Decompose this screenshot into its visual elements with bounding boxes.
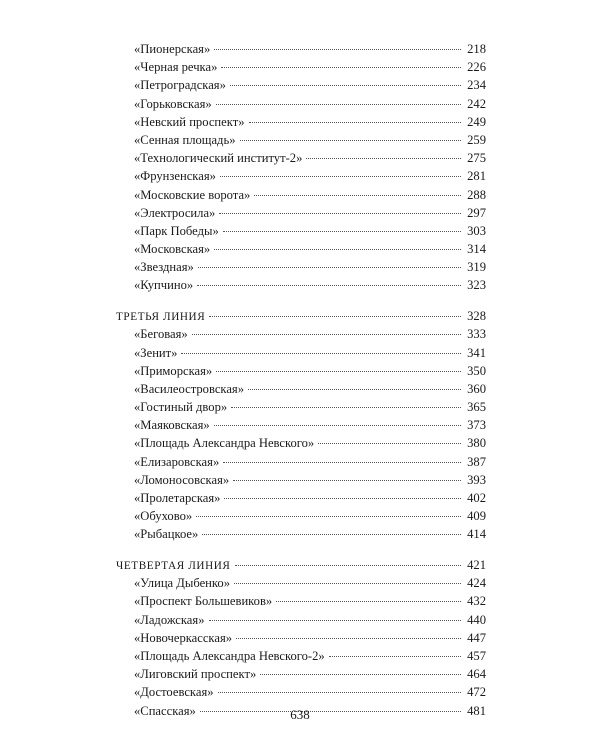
station-name: «Проспект Большевиков» [134,594,273,609]
page-ref: 328 [467,309,486,324]
page-ref: 288 [467,187,486,202]
toc-entry [116,647,486,665]
toc-entry [116,665,486,683]
station-name: «Площадь Александра Невского» [134,436,315,451]
toc-entry [116,592,486,610]
dot-leader [198,267,461,268]
station-name: «Черная речка» [134,60,218,75]
station-name: «Фрунзенская» [134,169,216,184]
dot-leader [221,67,461,68]
station-name: «Пролетарская» [134,491,221,505]
toc-entry [116,240,486,258]
dot-leader [192,334,461,335]
section-title: ТРЕТЬЯ ЛИНИЯ [116,311,206,324]
station-name: «Парк Победы» [134,223,219,238]
page-ref: 432 [467,594,486,609]
page-ref: 387 [467,454,486,469]
page-ref: 249 [467,114,486,129]
toc-entry [116,380,486,398]
page-ref: 393 [467,472,486,487]
page-ref: 350 [467,363,486,378]
toc-entry [116,611,486,629]
toc-entry [116,149,486,167]
toc-section-heading [116,307,486,325]
toc-entry [116,507,486,525]
page-ref: 297 [467,205,486,220]
page-ref: 447 [467,630,486,645]
page-ref: 360 [467,381,486,396]
dot-leader [214,49,461,50]
dot-leader [214,249,461,250]
dot-leader [240,140,461,141]
station-name: «Рыбацкое» [134,527,199,542]
dot-leader [202,534,461,535]
page-ref: 333 [467,327,486,342]
dot-leader [218,692,461,693]
toc-entry [116,453,486,471]
page-ref: 464 [467,667,486,682]
station-name: «Приморская» [134,363,213,378]
dot-leader [306,158,461,159]
station-name: «Пионерская» [134,42,211,56]
page-ref: 323 [467,278,486,293]
page-ref: 380 [467,436,486,451]
station-name: «Достоевская» [134,685,214,700]
station-name: «Лиговский проспект» [134,667,257,682]
section-spacer [116,544,486,557]
toc-entry [116,95,486,113]
dot-leader [220,176,461,177]
page-ref: 414 [467,527,486,542]
toc-entry [116,113,486,131]
dot-leader [223,231,461,232]
dot-leader [236,638,461,639]
dot-leader [224,498,461,499]
station-name: «Московская» [134,242,211,257]
station-name: «Невский проспект» [134,114,245,129]
page-ref: 365 [467,400,486,415]
toc-entry [116,222,486,240]
toc-entry [116,416,486,434]
dot-leader [249,122,461,123]
page-ref: 281 [467,169,486,184]
page-ref: 341 [467,345,486,360]
page-ref: 303 [467,223,486,238]
station-name: «Горьковская» [134,96,212,111]
station-name: «Гостиный двор» [134,400,228,415]
page-ref: 440 [467,612,486,627]
page-ref: 424 [467,576,486,591]
toc-entry [116,40,486,58]
dot-leader [209,316,461,317]
toc-entry [116,76,486,94]
dot-leader [209,620,462,621]
page-ref: 234 [467,78,486,93]
station-name: «Обухово» [134,509,193,524]
station-name: «Площадь Александра Невского-2» [134,649,325,663]
station-name: «Сенная площадь» [134,132,236,147]
station-name: «Ломоносовская» [134,472,230,487]
dot-leader [254,195,461,196]
dot-leader [181,353,461,354]
page-ref: 409 [467,509,486,524]
page-ref: 314 [467,242,486,257]
toc-entry [116,167,486,185]
station-name: «Электросила» [134,205,216,220]
station-name: «Улица Дыбенко» [134,576,230,591]
toc-section-heading [116,556,486,574]
dot-leader [233,480,461,481]
station-name: «Петроградская» [134,78,226,93]
station-name: «Василеостровская» [134,381,245,396]
toc-entry [116,489,486,507]
page-ref: 319 [467,260,486,275]
page-ref: 218 [467,42,486,56]
station-name: «Зенит» [134,345,178,360]
toc-entry [116,131,486,149]
toc-entry [116,683,486,701]
toc-entry [116,258,486,276]
dot-leader [219,213,461,214]
page-ref: 402 [467,491,486,505]
station-name: «Спасская» [134,703,196,718]
station-name: «Ладожская» [134,612,205,627]
dot-leader [230,85,461,86]
toc-entry [116,58,486,76]
dot-leader [196,516,461,517]
toc-entry [116,574,486,592]
toc-entry [116,398,486,416]
dot-leader [216,371,461,372]
dot-leader [276,601,461,602]
dot-leader [318,443,461,444]
section-title: ЧЕТВЕРТАЯ ЛИНИЯ [116,560,231,573]
dot-leader [235,565,462,566]
page-number: 638 [290,707,310,722]
page-ref: 472 [467,685,486,700]
station-name: «Звездная» [134,260,194,275]
dot-leader [231,407,461,408]
dot-leader [248,389,461,390]
page-ref: 242 [467,96,486,111]
dot-leader [329,656,461,657]
station-name: «Новочеркасская» [134,630,233,645]
page-ref: 457 [467,649,486,663]
dot-leader [214,425,461,426]
toc-entry [116,471,486,489]
toc-entry [116,325,486,343]
page-ref: 421 [467,558,486,573]
station-name: «Елизаровская» [134,454,220,469]
station-name: «Московские ворота» [134,187,251,202]
station-name: «Технологический институт-2» [134,151,303,166]
toc-entry [116,629,486,647]
station-name: «Беговая» [134,327,188,342]
toc-entry [116,204,486,222]
toc-entry [116,362,486,380]
dot-leader [260,674,461,675]
page-ref: 226 [467,60,486,75]
station-name: «Купчино» [134,278,194,293]
toc-entry [116,525,486,543]
page-ref: 259 [467,132,486,147]
toc-entry [116,276,486,294]
page-ref: 373 [467,418,486,433]
page-ref: 481 [467,703,486,718]
dot-leader [197,285,461,286]
station-name: «Маяковская» [134,418,210,433]
dot-leader [234,583,461,584]
table-of-contents [116,40,486,720]
dot-leader [223,462,461,463]
toc-entry [116,434,486,452]
page-ref: 275 [467,151,486,166]
toc-entry [116,344,486,362]
dot-leader [216,104,461,105]
section-spacer [116,295,486,308]
toc-entry [116,186,486,204]
